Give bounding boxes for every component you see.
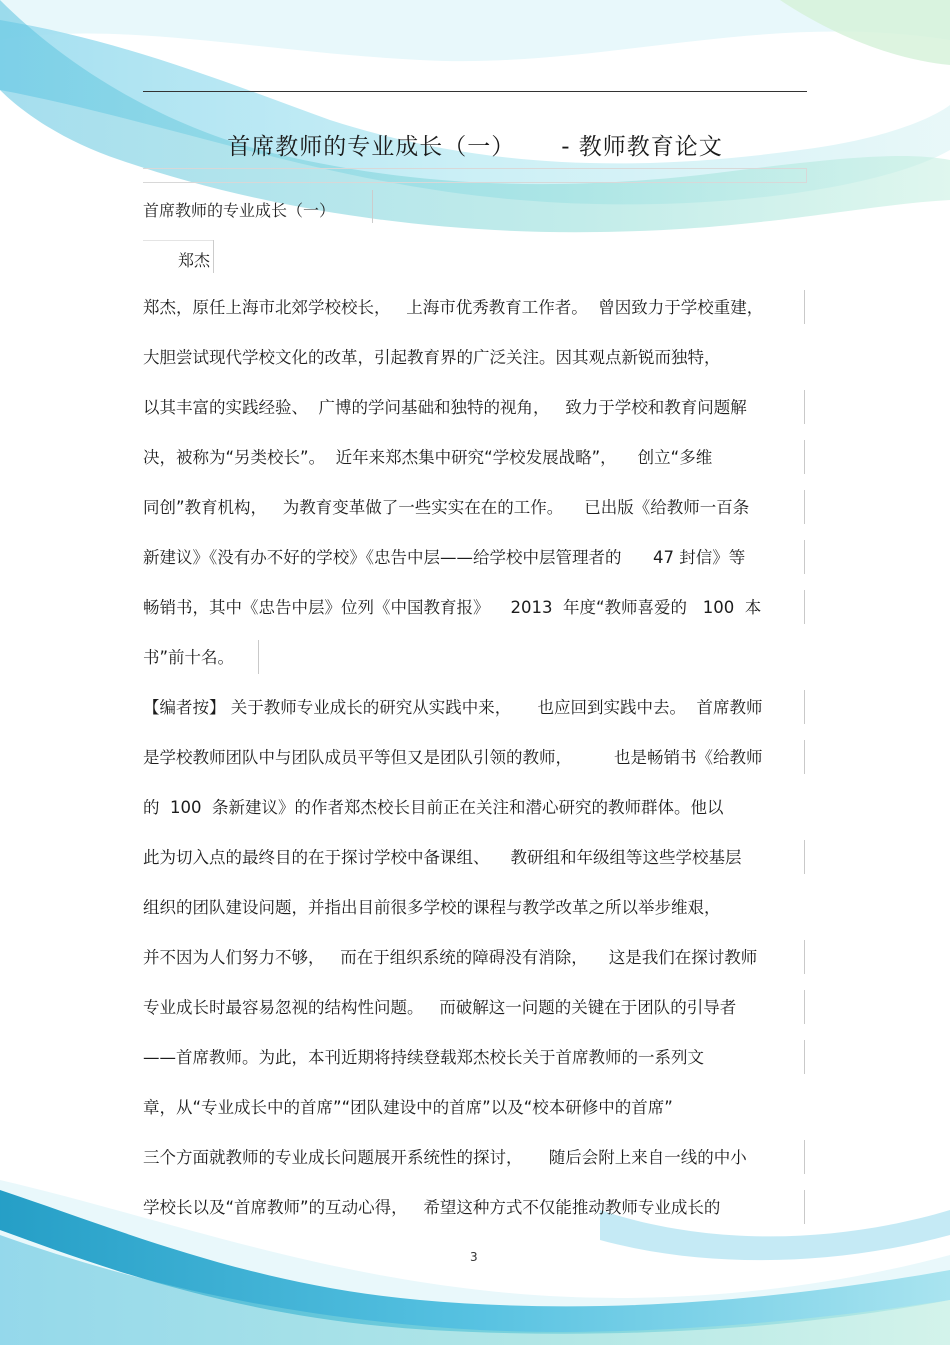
body-text-line: 组织的团队建设问题，并指出目前很多学校的课程与教学改革之所以举步维艰， — [143, 898, 721, 917]
article-subtitle: 首席教师的专业成长（一） — [143, 201, 336, 220]
text-box-edge — [372, 190, 373, 223]
body-text-line: 以其丰富的实践经验、 广博的学问基础和独特的视角， 致力于学校和教育问题解 — [143, 398, 747, 417]
text-box-edge — [804, 440, 805, 474]
body-text-line: 章，从“专业成长中的首席”“团队建设中的首席”以及“校本研修中的首席” — [143, 1098, 673, 1117]
body-text-line: 大胆尝试现代学校文化的改革，引起教育界的广泛关注。因其观点新锐而独特， — [143, 348, 721, 367]
text-box-edge — [804, 490, 805, 524]
text-box-edge — [804, 1140, 805, 1174]
body-text-line: 是学校教师团队中与团队成员平等但又是团队引领的教师， 也是畅销书《给教师 — [143, 748, 763, 767]
body-text-line: ——首席教师。为此，本刊近期将持续登载郑杰校长关于首席教师的一系列文 — [143, 1048, 704, 1067]
article-author: 郑杰 — [178, 251, 211, 270]
page-title — [143, 128, 807, 161]
body-text-line: 专业成长时最容易忽视的结构性问题。 而破解这一问题的关键在于团队的引导者 — [143, 998, 737, 1017]
body-text-line: 学校长以及“首席教师”的互动心得， 希望这种方式不仅能推动教师专业成长的 — [143, 1198, 721, 1217]
text-box-edge — [804, 1040, 805, 1074]
body-text-line: 【编者按】 关于教师专业成长的研究从实践中来， 也应回到实践中去。 首席教师 — [143, 698, 763, 717]
text-box-edge — [804, 690, 805, 724]
title-category: - 教师教育论文 — [561, 134, 723, 160]
text-box-edge — [804, 940, 805, 974]
page-number: 3 — [470, 1250, 478, 1264]
body-text-line: 同创”教育机构， 为教育变革做了一些实实在在的工作。 已出版《给教师一百条 — [143, 498, 750, 517]
text-box-edge — [804, 540, 805, 574]
text-box-edge — [213, 240, 214, 273]
text-box-edge — [258, 640, 259, 674]
text-box-edge — [804, 840, 805, 874]
text-box-edge — [143, 240, 213, 241]
text-box-edge — [804, 390, 805, 424]
body-text-line: 三个方面就教师的专业成长问题展开系统性的探讨， 随后会附上来自一线的中小 — [143, 1148, 747, 1167]
body-text-line: 的 100 条新建议》的作者郑杰校长目前正在关注和潜心研究的教师群体。他以 — [143, 798, 724, 817]
body-text-line: 新建议》《没有办不好的学校》《忠告中层——给学校中层管理者的 47 封信》等 — [143, 548, 746, 567]
text-box-edge — [804, 590, 805, 624]
body-text-line: 决，被称为“另类校长”。 近年来郑杰集中研究“学校发展战略”， 创立“多维 — [143, 448, 713, 467]
text-box-edge — [804, 740, 805, 774]
body-text-line: 畅销书，其中《忠告中层》位列《中国教育报》 2013 年度“教师喜爱的 100 本 — [143, 598, 762, 617]
header-rule — [143, 91, 807, 92]
body-text-line: 书”前十名。 — [143, 648, 235, 667]
text-box-edge — [804, 990, 805, 1024]
body-text-line: 此为切入点的最终目的在于探讨学校中备课组、 教研组和年级组等这些学校基层 — [143, 848, 742, 867]
text-box-edge — [804, 1190, 805, 1224]
text-box-edge — [804, 290, 805, 324]
body-text-line: 并不因为人们努力不够， 而在于组织系统的障碍没有消除， 这是我们在探讨教师 — [143, 948, 758, 967]
title-underline-box — [143, 168, 807, 183]
body-text-line: 郑杰，原任上海市北郊学校校长， 上海市优秀教育工作者。 曾因致力于学校重建， — [143, 298, 764, 317]
title-main: 首席教师的专业成长（一） — [227, 134, 516, 160]
